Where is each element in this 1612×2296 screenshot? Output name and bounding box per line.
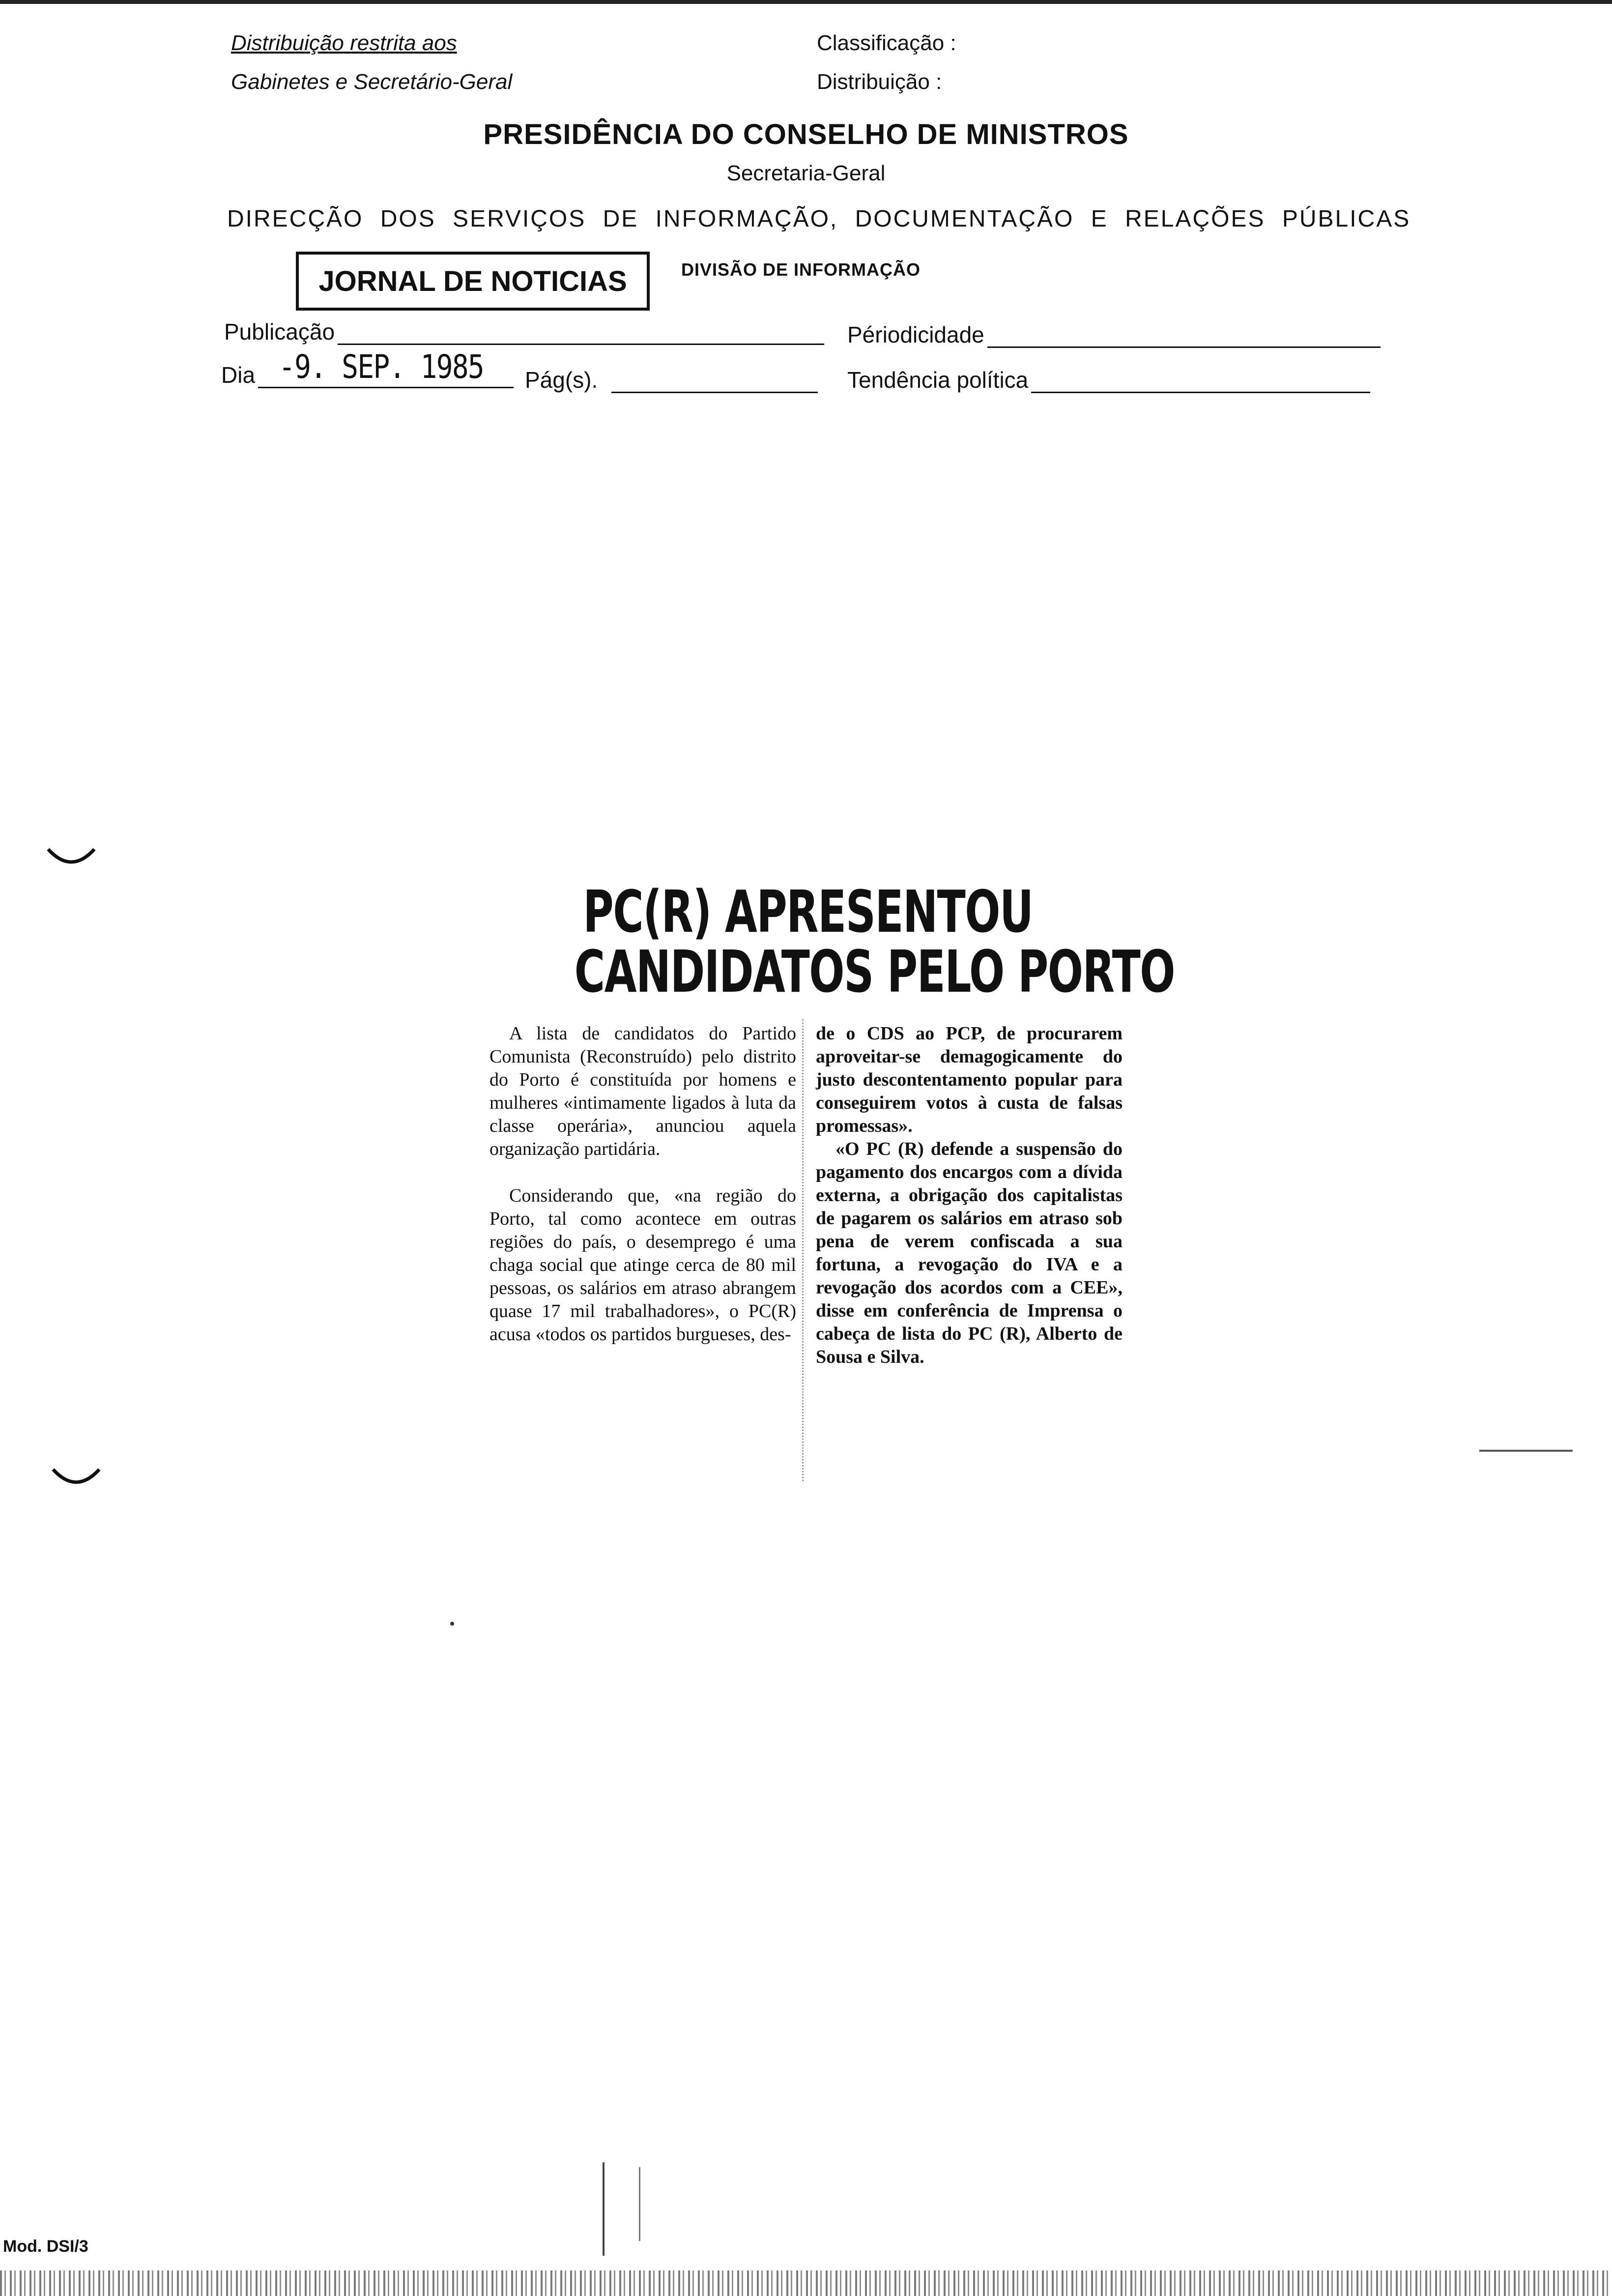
article-right-column (816, 1022, 1123, 1369)
directorate-title: DIRECÇÃO DOS SERVIÇOS DE INFORMAÇÃO, DOCUMENTAÇÃO E RELAÇÕES PÚBLICAS (227, 206, 1411, 232)
punch-hole-mark-top (44, 844, 98, 874)
newspaper-clipping (484, 878, 1175, 1486)
left-paragraph-1: A lista de candidatos do Partido Comunista (Reconstruído) pelo distrito do Porto é constituída por homens e mulheres «intimamente ligados à luta da classe operária», anunciou aquela organização partidária. (489, 1023, 796, 1159)
pags-label: Pág(s). (525, 367, 598, 393)
distribution-line-2: Gabinetes e Secretário-Geral (231, 70, 513, 94)
secretariat-title: Secretaria-Geral (726, 161, 886, 185)
periodicidade-field (847, 321, 1381, 348)
dia-field (221, 348, 514, 388)
distribution-note (231, 24, 512, 101)
newspaper-stamp-text: JORNAL DE NOTICIAS (318, 265, 627, 297)
article-left-column (489, 1022, 796, 1346)
pags-line (611, 372, 818, 393)
classification-label: Classificação : (817, 31, 956, 55)
dia-label: Dia (221, 362, 256, 388)
publicacao-line (338, 324, 824, 345)
date-stamp: -9. SEP. 1985 (279, 348, 484, 386)
publicacao-label: Publicação (224, 319, 335, 344)
classification-block (817, 24, 956, 101)
tendencia-label: Tendência política (847, 367, 1029, 393)
top-rule (0, 0, 1612, 4)
scan-noise-strip (0, 2270, 1612, 2296)
scan-speck (639, 2167, 640, 2241)
pags-field (525, 367, 818, 393)
article-title-line-1: PC(R) APRESENTOU (583, 878, 1033, 946)
tendencia-line (1031, 372, 1370, 393)
article-title-line-2: CANDIDATOS PELO PORTO (574, 938, 1175, 1005)
punch-hole-mark-bottom (49, 1464, 103, 1494)
periodicidade-line (987, 327, 1381, 348)
right-paragraph-1: de o CDS ao PCP, de procurarem aproveitar-se demagogicamente do justo descontentamento popular para conseguirem votos à custa de falsas promessas». (816, 1023, 1123, 1136)
scan-speck (1479, 1450, 1573, 1452)
newspaper-stamp (296, 252, 650, 311)
left-paragraph-2: Considerando que, «na região do Porto, tal como acontece em outras regiões do país, o desemprego é uma chaga social que atinge cerca de 80 mil pessoas, os salários em atraso abrangem quase 17 mil trabalhadores», o PC(R) acusa «todos os partidos burgueses, des- (489, 1185, 796, 1345)
tendencia-field (847, 367, 1370, 393)
right-paragraph-2: «O PC (R) defende a suspensão do pagamento dos encargos com a dívida externa, a obrigação dos capitalistas de pagarem os salários em atraso sob pena de verem confiscada a sua fortuna, a revogação do IVA e a revogação dos acordos com a CEE», disse em conferência de Imprensa o cabeça de lista do PC (R), Alberto de Sousa e Silva. (816, 1139, 1123, 1367)
publicacao-field (224, 318, 824, 345)
column-divider (802, 1019, 804, 1481)
periodicidade-label: Périodicidade (847, 322, 984, 347)
distribution-label: Distribuição : (817, 70, 942, 94)
dia-line (258, 348, 514, 388)
form-code: Mod. DSI/3 (3, 2237, 88, 2256)
scan-speck (450, 1622, 454, 1626)
organization-title: PRESIDÊNCIA DO CONSELHO DE MINISTROS (483, 118, 1129, 150)
distribution-line-1: Distribuição restrita aos (231, 31, 457, 55)
scan-speck (603, 2162, 604, 2256)
division-title: DIVISÃO DE INFORMAÇÃO (681, 259, 921, 280)
